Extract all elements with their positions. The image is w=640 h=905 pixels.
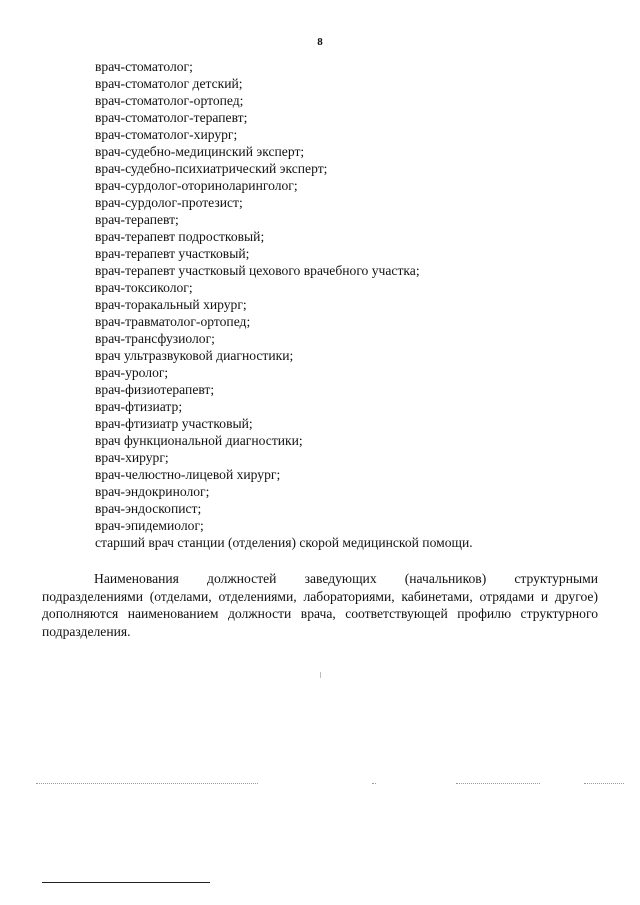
- page-number: 8: [317, 36, 323, 48]
- position-item: врач-терапевт участковый цехового врачебного участка;: [95, 263, 420, 278]
- position-item: врач-стоматолог детский;: [95, 76, 243, 91]
- position-item: врач-травматолог-ортопед;: [95, 314, 251, 329]
- position-item: врач-челюстно-лицевой хирург;: [95, 467, 281, 482]
- position-item: врач функциональной диагностики;: [95, 433, 303, 448]
- position-item: врач-трансфузиолог;: [95, 331, 215, 346]
- position-item: врач-эндоскопист;: [95, 501, 202, 516]
- scan-artifact: [584, 783, 624, 785]
- position-item: врач-фтизиатр участковый;: [95, 416, 253, 431]
- position-item: врач-судебно-медицинский эксперт;: [95, 144, 305, 159]
- position-item: врач-эндокринолог;: [95, 484, 210, 499]
- position-item: врач-терапевт;: [95, 212, 179, 227]
- position-item: врач-терапевт участковый;: [95, 246, 250, 261]
- position-item: врач ультразвуковой диагностики;: [95, 348, 294, 363]
- position-item: врач-торакальный хирург;: [95, 297, 247, 312]
- scan-artifact: [456, 783, 540, 785]
- position-item: врач-уролог;: [95, 365, 169, 380]
- position-item: врач-хирург;: [95, 450, 169, 465]
- body-paragraph: Наименования должностей заведующих (начальников) структурными подразделениями (отделами, отделениями, лабораториями, кабинетами, отрядами и другое) дополняются наименованием должности врача, соответствующей профилю структурного подразделения.: [42, 571, 598, 639]
- position-item: врач-токсиколог;: [95, 280, 193, 295]
- footnote-rule: [42, 882, 210, 883]
- position-item: врач-стоматолог-ортопед;: [95, 93, 244, 108]
- position-item: врач-эпидемиолог;: [95, 518, 204, 533]
- position-item: врач-стоматолог-хирург;: [95, 127, 238, 142]
- scan-artifact: [36, 783, 258, 785]
- position-item: врач-сурдолог-оториноларинголог;: [95, 178, 298, 193]
- positions-list: [95, 58, 473, 551]
- position-item: врач-фтизиатр;: [95, 399, 183, 414]
- position-item: врач-терапевт подростковый;: [95, 229, 265, 244]
- position-item: врач-физиотерапевт;: [95, 382, 215, 397]
- position-item: врач-судебно-психиатрический эксперт;: [95, 161, 328, 176]
- position-item: врач-стоматолог;: [95, 59, 193, 74]
- position-item: врач-сурдолог-протезист;: [95, 195, 243, 210]
- scan-artifact: [372, 783, 376, 785]
- position-item: старший врач станции (отделения) скорой медицинской помощи.: [95, 535, 473, 550]
- position-item: врач-стоматолог-терапевт;: [95, 110, 248, 125]
- scan-artifact: [320, 672, 321, 678]
